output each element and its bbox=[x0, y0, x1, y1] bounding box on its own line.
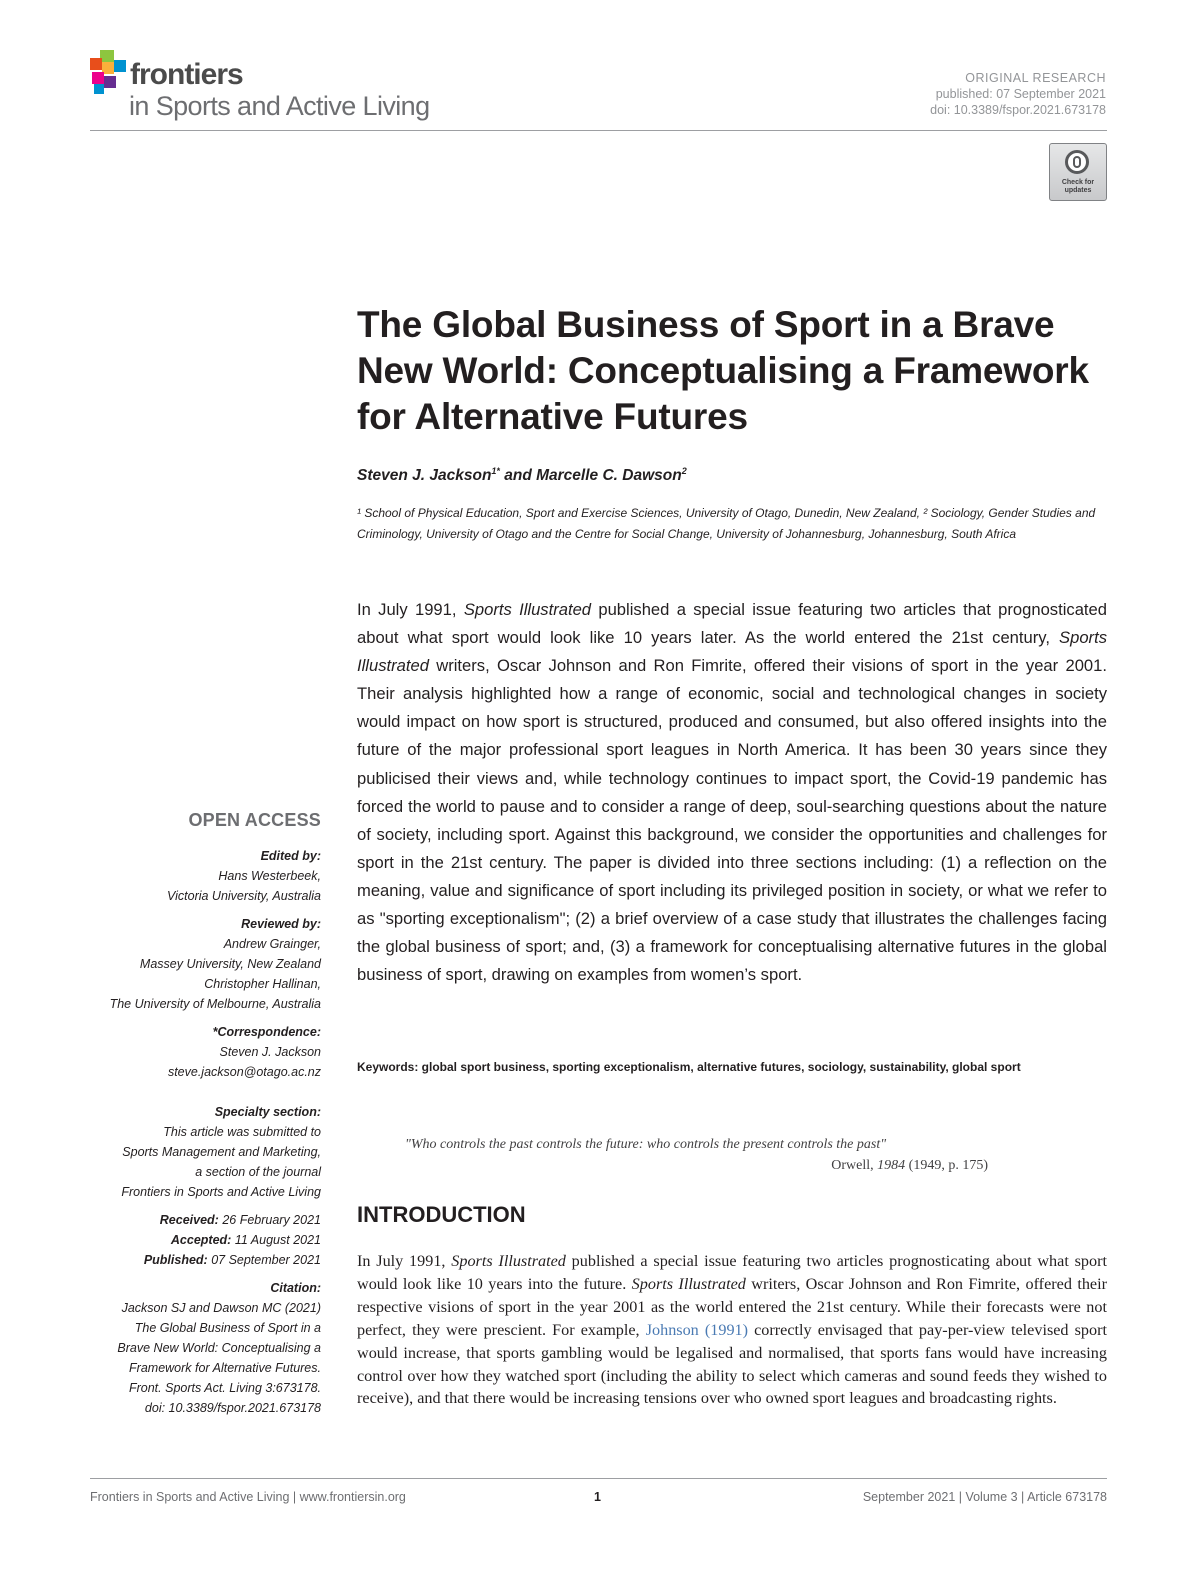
received-value: 26 February 2021 bbox=[218, 1213, 321, 1227]
author-name[interactable]: Steven J. Jackson bbox=[357, 467, 492, 485]
article-title: The Global Business of Sport in a Brave New World: Conceptualising a Framework for Alternative Futures bbox=[357, 304, 1089, 437]
frontiers-logo-icon bbox=[88, 50, 128, 96]
article-info-sidebar bbox=[60, 808, 321, 1418]
body-text: correctly envisaged that pay-per-view televised sport would increase, that sports gambling would be legalised and normalised, that sports fans would have increasing control over how they watched sport (including the ability to select which cameras and sound feeds they wished to receive), and that there would be increasing tensions over who owned sport leagues and broadcasting rights. bbox=[357, 1320, 1107, 1408]
introduction-body bbox=[357, 1250, 1107, 1410]
correspondence-label: *Correspondence: bbox=[212, 1025, 321, 1039]
accepted-value: 11 August 2021 bbox=[231, 1233, 321, 1247]
reviewer-name[interactable]: Christopher Hallinan, bbox=[204, 977, 321, 991]
crossmark-badge[interactable] bbox=[1049, 143, 1107, 201]
citation-text: Framework for Alternative Futures. bbox=[129, 1361, 321, 1375]
epigraph-source bbox=[620, 1158, 988, 1174]
reviewer-affiliation: Massey University, New Zealand bbox=[139, 957, 321, 971]
footer-issue: September 2021 | Volume 3 | Article 673178 bbox=[862, 1490, 1107, 1504]
page-number: 1 bbox=[594, 1490, 601, 1504]
author-list bbox=[357, 466, 687, 485]
author-name[interactable]: Marcelle C. Dawson bbox=[536, 467, 682, 485]
body-emphasis: Sports Illustrated bbox=[451, 1252, 566, 1270]
article-type: ORIGINAL RESEARCH bbox=[965, 71, 1106, 85]
specialty-text: a section of the journal bbox=[195, 1165, 321, 1179]
abstract-text: writers, Oscar Johnson and Ron Fimrite, offered their visions of sport in the year 2001. Their analysis highlighted how a range of economic, social and technological changes in society would impact on how sport is structured, produced and consumed, but also offered insights into the future of the major professional sport leagues in North America. It has been 30 years since they publicised their views and, while technology continues to impact sport, the Covid-19 pandemic has forced the world to pause and to consider a range of deep, soul-searching questions about the nature of society, including sport. Against this background, we consider the opportunities and challenges for sport in the 21st century. The paper is divided into three sections including: (1) a reflection on the meaning, value and significance of sport including its privileged position in society, or what we refer to as "sporting exceptionalism"; (2) a brief overview of a case study that illustrates the challenges facing the global business of sport; and, (3) a framework for conceptualising alternative futures in the global business of sport, drawing on examples from women’s sport. bbox=[357, 656, 1107, 985]
body-text: published a special issue featuring two articles prognosticating about what sport would look like 10 years into the future. bbox=[357, 1252, 1108, 1293]
edited-by-label: Edited by: bbox=[260, 849, 321, 863]
article-meta bbox=[930, 70, 1106, 118]
abstract-text: In July 1991, bbox=[357, 600, 464, 619]
reviewer-name[interactable]: Andrew Grainger, bbox=[223, 937, 321, 951]
author-affil-mark: 1* bbox=[491, 466, 500, 476]
header-divider bbox=[90, 130, 1107, 131]
footer-journal[interactable]: Frontiers in Sports and Active Living | www.frontiersin.org bbox=[90, 1490, 406, 1504]
reviewed-by-label: Reviewed by: bbox=[241, 917, 321, 931]
citation-text: Jackson SJ and Dawson MC (2021) bbox=[121, 1301, 321, 1315]
author-separator: and bbox=[499, 467, 537, 485]
section-heading: INTRODUCTION bbox=[357, 1202, 526, 1227]
journal-name: in Sports and Active Living bbox=[129, 91, 430, 121]
citation-text: Brave New World: Conceptualising a bbox=[117, 1341, 321, 1355]
author-affil-mark: 2 bbox=[681, 466, 687, 476]
keywords: Keywords: global sport business, sporting exceptionalism, alternative futures, sociology, sustainability, global sport bbox=[357, 1060, 1021, 1074]
doi-link[interactable]: doi: 10.3389/fspor.2021.673178 bbox=[930, 103, 1106, 117]
footer-divider bbox=[90, 1478, 1107, 1479]
published-date-sidebar bbox=[60, 1250, 321, 1270]
abstract-emphasis: Sports Illustrated bbox=[463, 600, 592, 619]
editor-affiliation: Victoria University, Australia bbox=[167, 889, 321, 903]
citation-text: The Global Business of Sport in a bbox=[134, 1321, 321, 1335]
body-emphasis: Sports Illustrated bbox=[631, 1274, 746, 1293]
epigraph-title: 1984 bbox=[877, 1158, 906, 1173]
open-access-label: OPEN ACCESS bbox=[188, 810, 321, 830]
epigraph-year: (1949, p. 175) bbox=[905, 1158, 988, 1173]
abstract-emphasis: Sports Illustrated bbox=[357, 628, 1107, 676]
specialty-text: This article was submitted to bbox=[163, 1125, 321, 1139]
reviewer-affiliation: The University of Melbourne, Australia bbox=[109, 997, 321, 1011]
specialty-section-label: Specialty section: bbox=[214, 1105, 321, 1119]
crossmark-label: Check for updates bbox=[1061, 179, 1095, 194]
abstract bbox=[357, 596, 1107, 989]
accepted-date bbox=[60, 1230, 321, 1250]
citation-doi[interactable]: doi: 10.3389/fspor.2021.673178 bbox=[144, 1401, 321, 1415]
citation-label: Citation: bbox=[270, 1281, 321, 1295]
specialty-text: Sports Management and Marketing, bbox=[122, 1145, 321, 1159]
abstract-text: published a special issue featuring two articles that prognosticated about what sport would look like 10 years later. As the world entered the 21st century, bbox=[357, 600, 1107, 648]
citation-text: Front. Sports Act. Living 3:673178. bbox=[128, 1381, 321, 1395]
received-label: Received: bbox=[159, 1213, 219, 1227]
epigraph-quote: "Who controls the past controls the future: who controls the present controls the past" bbox=[405, 1137, 887, 1152]
citation-link[interactable]: Johnson (1991) bbox=[645, 1320, 749, 1339]
body-text: writers, Oscar Johnson and Ron Fimrite, offered their respective visions of sport in the year 2001 as the world entered the 21st century. While their forecasts were not perfect, they were prescient. For example, bbox=[357, 1274, 1107, 1339]
editor-name[interactable]: Hans Westerbeek, bbox=[218, 869, 321, 883]
published-label: Published: bbox=[143, 1253, 208, 1267]
correspondence-name: Steven J. Jackson bbox=[219, 1045, 321, 1059]
published-value: 07 September 2021 bbox=[207, 1253, 321, 1267]
epigraph-author: Orwell, bbox=[831, 1158, 878, 1173]
body-text: In July 1991, bbox=[357, 1252, 452, 1270]
received-date bbox=[60, 1210, 321, 1230]
crossmark-icon bbox=[1065, 150, 1089, 174]
correspondence-email[interactable]: steve.jackson@otago.ac.nz bbox=[167, 1065, 321, 1079]
accepted-label: Accepted: bbox=[170, 1233, 232, 1247]
specialty-text: Frontiers in Sports and Active Living bbox=[121, 1185, 321, 1199]
brand-name: frontiers bbox=[130, 58, 243, 91]
published-date: published: 07 September 2021 bbox=[935, 87, 1106, 101]
affiliations: ¹ School of Physical Education, Sport and Exercise Sciences, University of Otago, Dunedin, New Zealand, ² Sociology, Gender Studies and Criminology, University of Otago and the Centre for Social Change, University of Johannesburg, Johannesburg, South Africa bbox=[357, 506, 1096, 541]
